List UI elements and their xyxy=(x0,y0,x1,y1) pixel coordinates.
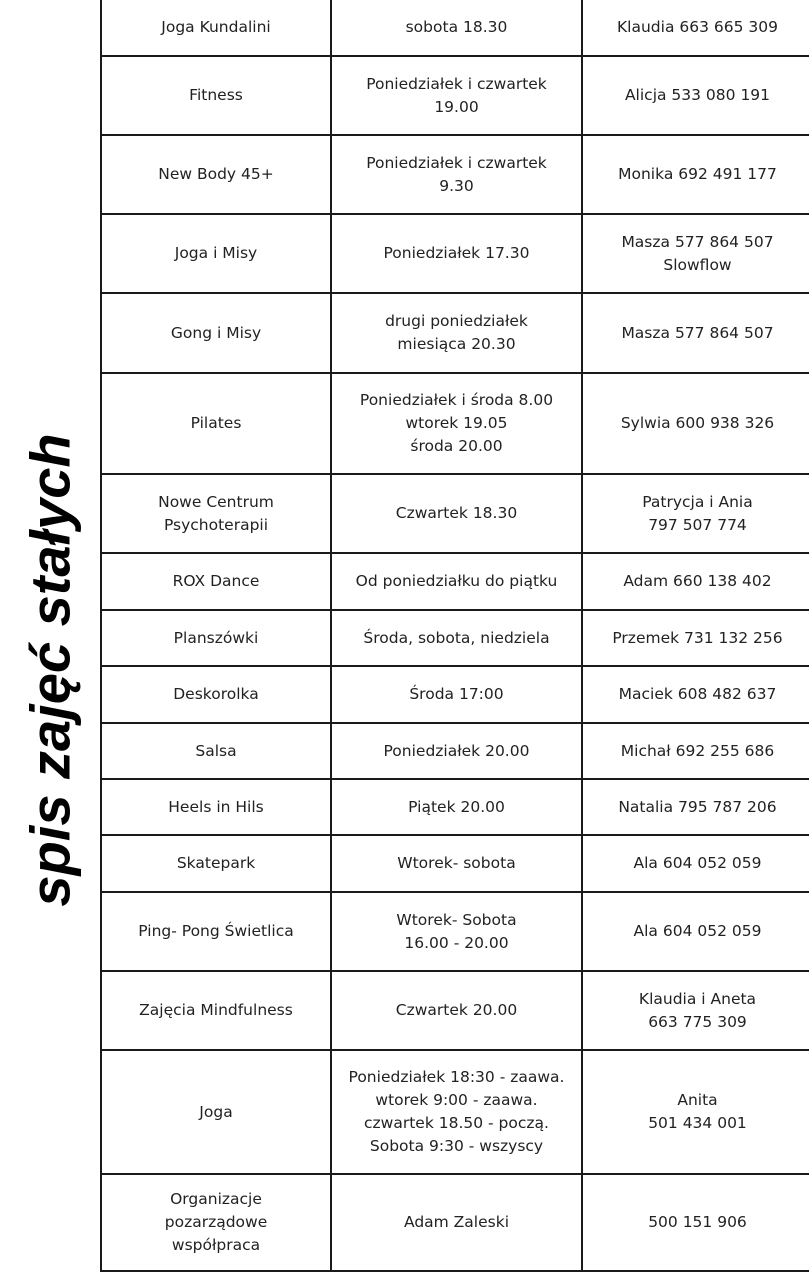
schedule-cell: drugi poniedziałek miesiąca 20.30 xyxy=(331,293,582,373)
contact-cell: Ala 604 052 059 xyxy=(582,835,809,892)
schedule-cell: Czwartek 20.00 xyxy=(331,971,582,1050)
schedule-cell: Poniedziałek 18:30 - zaawa. wtorek 9:00 - zaawa. czwartek 18.50 - począ. Sobota 9:30 - wszyscy xyxy=(331,1050,582,1174)
schedule-cell: Poniedziałek i czwartek 9.30 xyxy=(331,135,582,214)
schedule-cell: Wtorek- sobota xyxy=(331,835,582,892)
contact-cell: Przemek 731 132 256 xyxy=(582,610,809,666)
table-row xyxy=(101,835,809,892)
schedule-cell: Poniedziałek i środa 8.00 wtorek 19.05 środa 20.00 xyxy=(331,373,582,474)
contact-cell: 500 151 906 xyxy=(582,1174,809,1271)
contact-cell: Adam 660 138 402 xyxy=(582,553,809,610)
contact-cell: Natalia 795 787 206 xyxy=(582,779,809,835)
activity-cell: Nowe Centrum Psychoterapii xyxy=(101,474,331,553)
schedule-cell: Poniedziałek 20.00 xyxy=(331,723,582,779)
activity-cell: Zajęcia Mindfulness xyxy=(101,971,331,1050)
table-row xyxy=(101,214,809,293)
contact-cell: Anita 501 434 001 xyxy=(582,1050,809,1174)
activity-cell: Pilates xyxy=(101,373,331,474)
schedule-cell: Wtorek- Sobota 16.00 - 20.00 xyxy=(331,892,582,971)
schedule-cell: Środa, sobota, niedziela xyxy=(331,610,582,666)
activity-cell: Joga xyxy=(101,1050,331,1174)
table-row xyxy=(101,1050,809,1174)
page-title: spis zajęć stałych xyxy=(18,433,82,907)
table-row xyxy=(101,610,809,666)
contact-cell: Michał 692 255 686 xyxy=(582,723,809,779)
schedule-table xyxy=(100,0,809,1272)
contact-cell: Alicja 533 080 191 xyxy=(582,56,809,135)
activity-cell: Gong i Misy xyxy=(101,293,331,373)
schedule-cell: Poniedziałek i czwartek 19.00 xyxy=(331,56,582,135)
contact-cell: Masza 577 864 507 Slowflow xyxy=(582,214,809,293)
activity-cell: Planszówki xyxy=(101,610,331,666)
table-row xyxy=(101,56,809,135)
activity-cell: Deskorolka xyxy=(101,666,331,723)
contact-cell: Klaudia 663 665 309 xyxy=(582,0,809,56)
table-row xyxy=(101,553,809,610)
table-row xyxy=(101,779,809,835)
activity-cell: Fitness xyxy=(101,56,331,135)
contact-cell: Maciek 608 482 637 xyxy=(582,666,809,723)
table-row xyxy=(101,723,809,779)
activity-cell: Joga i Misy xyxy=(101,214,331,293)
contact-cell: Masza 577 864 507 xyxy=(582,293,809,373)
schedule-cell: Środa 17:00 xyxy=(331,666,582,723)
contact-cell: Sylwia 600 938 326 xyxy=(582,373,809,474)
table-row xyxy=(101,892,809,971)
activity-cell: Skatepark xyxy=(101,835,331,892)
contact-cell: Klaudia i Aneta 663 775 309 xyxy=(582,971,809,1050)
table-row xyxy=(101,0,809,56)
activity-cell: Joga Kundalini xyxy=(101,0,331,56)
schedule-cell: Od poniedziałku do piątku xyxy=(331,553,582,610)
contact-cell: Ala 604 052 059 xyxy=(582,892,809,971)
activity-cell: Ping- Pong Świetlica xyxy=(101,892,331,971)
schedule-cell: Piątek 20.00 xyxy=(331,779,582,835)
schedule-cell: Adam Zaleski xyxy=(331,1174,582,1271)
table-row xyxy=(101,971,809,1050)
schedule-cell: Poniedziałek 17.30 xyxy=(331,214,582,293)
activity-cell: Organizacje pozarządowe współpraca xyxy=(101,1174,331,1271)
table-row xyxy=(101,373,809,474)
activity-cell: ROX Dance xyxy=(101,553,331,610)
activity-cell: Salsa xyxy=(101,723,331,779)
table-row xyxy=(101,135,809,214)
table-row xyxy=(101,666,809,723)
schedule-cell: sobota 18.30 xyxy=(331,0,582,56)
activity-cell: New Body 45+ xyxy=(101,135,331,214)
page-title-container xyxy=(0,0,100,1273)
table-row xyxy=(101,293,809,373)
contact-cell: Monika 692 491 177 xyxy=(582,135,809,214)
table-row xyxy=(101,474,809,553)
contact-cell: Patrycja i Ania 797 507 774 xyxy=(582,474,809,553)
activity-cell: Heels in Hils xyxy=(101,779,331,835)
schedule-cell: Czwartek 18.30 xyxy=(331,474,582,553)
table-row xyxy=(101,1174,809,1271)
